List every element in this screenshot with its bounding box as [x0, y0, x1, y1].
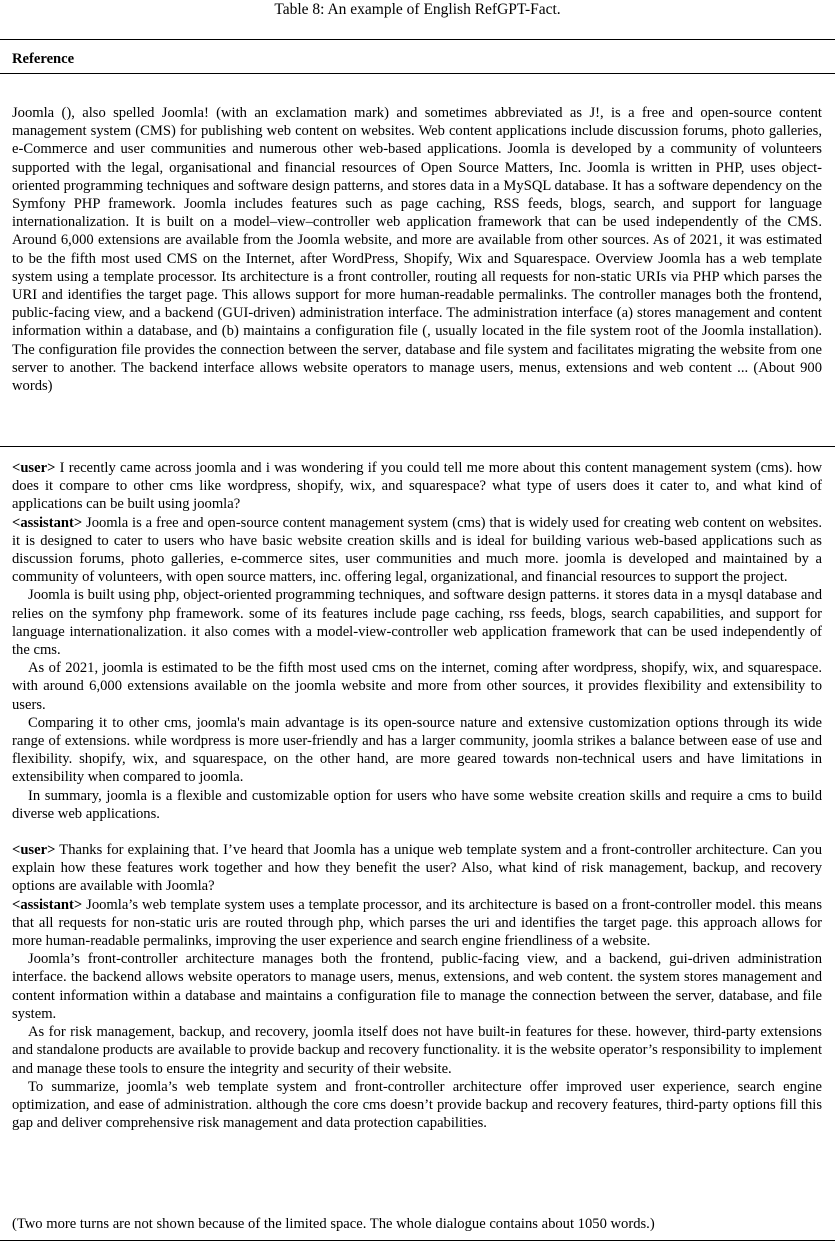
assistant-paragraph: Joomla is built using php, object-oriented programming techniques, and software design patterns. it stores data in a mysql database and relies on the symfony php framework. some of its features include page caching, rss feeds, blogs, search capabilities, and support for language internationalization. it also comes with a model-view-controller web application framework that can be used independently of the cms. — [12, 587, 822, 659]
assistant-paragraph: As for risk management, backup, and recovery, joomla itself does not have built-in features for these. however, third-party extensions and standalone products are available to provide backup and recovery functionality. it is the website operator’s responsibility to implement and manage these tools to ensure the integrity and security of their website. — [12, 1024, 822, 1077]
middle-rule — [0, 446, 835, 447]
dialogue-turn-1 — [12, 459, 822, 823]
dialogue-footnote: (Two more turns are not shown because of the limited space. The whole dialogue contains about 1050 words.) — [12, 1216, 655, 1232]
assistant-paragraph: To summarize, joomla’s web template system and front-controller architecture offer improved user experience, search engine optimization, and ease of administration. although the core cms doesn’t provide backup and recovery features, third-party options fill this gap and deliver comprehensive risk management and data protection capabilities. — [12, 1078, 822, 1132]
table-caption: Table 8: An example of English RefGPT-Fact. — [274, 1, 561, 18]
assistant-paragraph: Joomla’s front-controller architecture manages both the frontend, public-facing view, and a backend, gui-driven administration interface. the backend allows website operators to manage users, menus, extensions, and web content. the system stores management and content information within a database and maintains a configuration file to manage the connection between the server, database, and file system. — [12, 951, 822, 1022]
assistant-text: Joomla’s web template system uses a template processor, and its architecture is based on a front-controller model. this means that all requests for non-static uris are routed through php, which parses the uri and identifies the target page. this approach allows for more human-readable permalinks, improving the user experience and search engine friendliness of a website. — [12, 896, 822, 950]
user-tag: <user> — [12, 460, 56, 476]
assistant-tag: <assistant> — [12, 514, 83, 531]
bottom-rule — [0, 1240, 835, 1241]
reference-heading: Reference — [12, 51, 75, 67]
assistant-utterance-1 — [12, 514, 822, 587]
user-utterance-2 — [12, 841, 822, 896]
reference-text: Joomla (), also spelled Joomla! (with an exclamation mark) and sometimes abbreviated as J!, is a free and open-source content management system (CMS) for publishing web content on websites. Web content applications include discussion forums, photo galleries, e-Commerce and user communities and numerous other web-based applications. Joomla is developed by a community of volunteers supported with the legal, organisational and financial resources of Open Source Matters, Inc. Joomla is written in PHP, uses object-oriented programming techniques and software design patterns, and stores data in a MySQL database. It has a software dependency on the Symfony PHP framework. Joomla includes features such as page caching, RSS feeds, blogs, search, and support for language internationalization. It is built on a model–view–controller web application framework that can be used independently of the CMS. Around 6,000 extensions are available from the Joomla website, and more are available from other sources. As of 2021, it was estimated to be the fifth most used CMS on the Internet, after WordPress, Shopify, Wix and Squarespace. Overview Joomla has a web template system using a template processor. Its architecture is a front controller, routing all requests for non-static URIs via PHP which parses the URI and identifies the target page. This allows support for more human-readable permalinks. The controller manages both the frontend, public-facing view, and a backend (GUI-driven) administration interface. The administration interface (a) stores management and content information within a database, and (b) maintains a configuration file (, usually located in the file system root of the Joomla installation). The configuration file provides the connection between the server, database and file system and facilitates migrating the website from one server to another. The backend interface allows website operators to manage users, menus, extensions and web content ... (About 900 words) — [12, 105, 822, 395]
assistant-paragraph: As of 2021, joomla is estimated to be the fifth most used cms on the internet, coming after wordpress, shopify, wix, and squarespace. with around 6,000 extensions available on the joomla website and more from other sources, it provides flexibility and extensibility to users. — [12, 660, 822, 713]
user-tag: <user> — [12, 842, 56, 859]
dialogue-block — [12, 459, 822, 1150]
user-utterance-1 — [12, 459, 822, 514]
assistant-paragraph: Comparing it to other cms, joomla's main advantage is its open-source nature and extensive customization options through its wide range of extensions. while wordpress is more user-friendly and has a larger community, joomla strikes a balance between ease of use and flexibility. shopify, wix, and squarespace, on the other hand, are more geared towards non-technical users and have limitations in extensibility when compared to joomla. — [12, 714, 822, 786]
assistant-tag: <assistant> — [12, 896, 83, 913]
header-rule — [0, 73, 835, 74]
assistant-utterance-2 — [12, 896, 822, 951]
user-text: Thanks for explaining that. I’ve heard that Joomla has a unique web template system and a front-controller architecture. Can you explain how these features work together and how they benefit the user? Also, what kind of risk management, backup, and recovery options are available with Joomla? — [12, 842, 822, 895]
top-rule — [0, 39, 835, 40]
assistant-paragraph: In summary, joomla is a flexible and customizable option for users who have some website creation skills and require a cms to build diverse web applications. — [12, 787, 822, 822]
assistant-text: Joomla is a free and open-source content management system (cms) that is widely used for creating web content on websites. it is designed to cater to users who have basic website creation skills and is ideal for building various web-based applications such as discussion forums, photo galleries, e-commerce sites, user communities and much more. joomla is developed and maintained by a community of volunteers, with open source matters, inc. offering legal, organizational, and financial resources to support the project. — [12, 514, 822, 586]
reference-text-block — [12, 104, 822, 395]
user-text: I recently came across joomla and i was wondering if you could tell me more about this content management system (cms). how does it compare to other cms like wordpress, shopify, wix, and squarespace? what type of users does it cater to, and what kind of applications can be built using joomla? — [12, 460, 822, 513]
dialogue-turn-2 — [12, 841, 822, 1132]
